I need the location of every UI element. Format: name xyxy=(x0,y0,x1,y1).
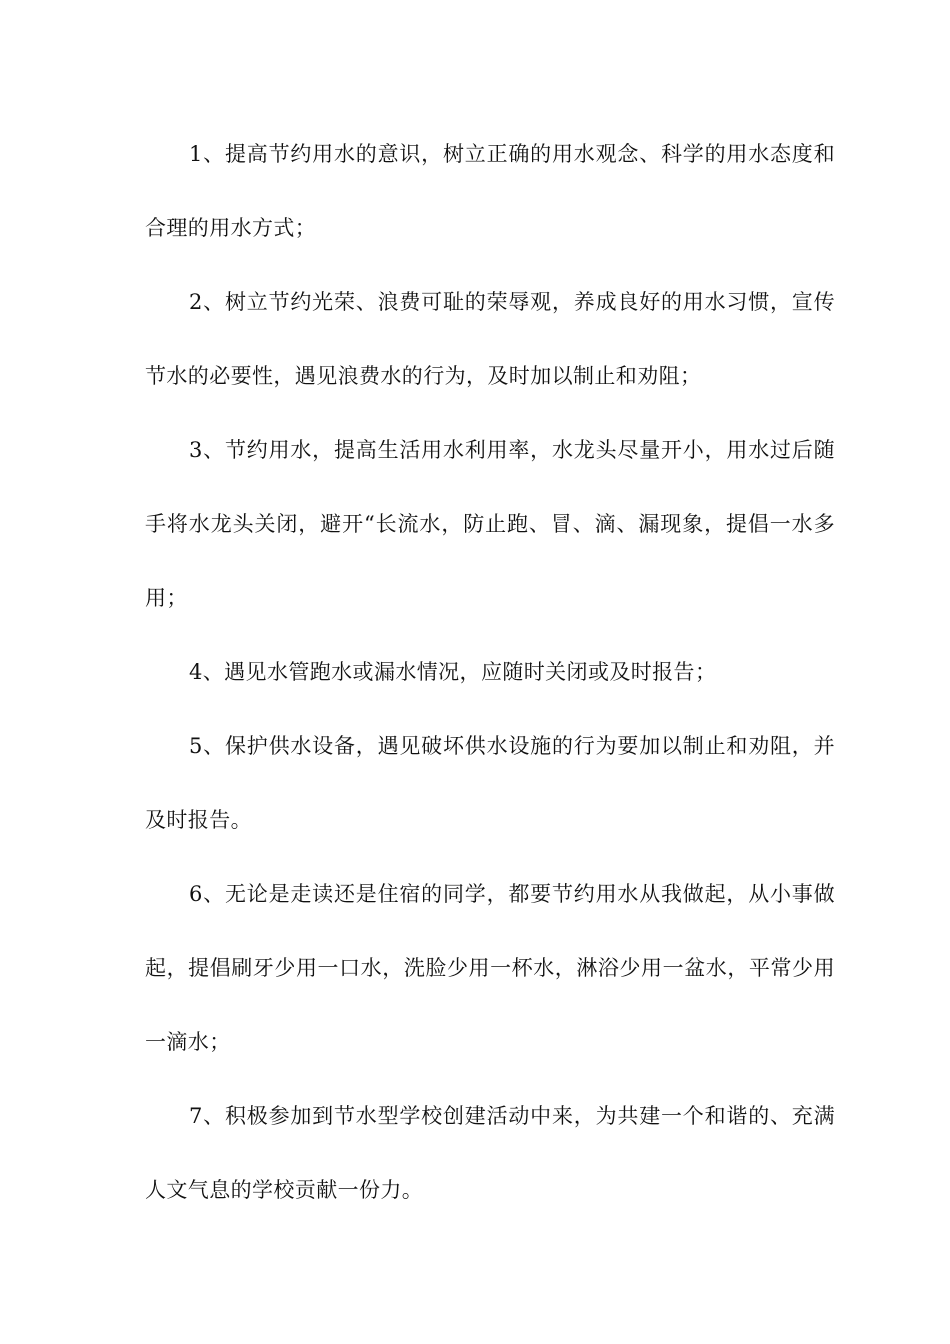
document-body xyxy=(145,117,835,1227)
paragraph-item-5: 5、保护供水设备，遇见破坏供水设施的行为要加以制止和劝阻，并及时报告。 xyxy=(145,734,835,832)
paragraph-item-2: 2、树立节约光荣、浪费可耻的荣辱观，养成良好的用水习惯，宣传节水的必要性，遇见浪费水的行为，及时加以制止和劝阻； xyxy=(145,290,835,388)
paragraph-item-4: 4、遇见水管跑水或漏水情况，应随时关闭或及时报告； xyxy=(189,660,717,684)
paragraph-item-6: 6、无论是走读还是住宿的同学，都要节约用水从我做起，从小事做起，提倡刷牙少用一口水，洗脸少用一杯水，淋浴少用一盆水，平常少用一滴水； xyxy=(145,882,835,1054)
paragraph-item-3: 3、节约用水，提高生活用水利用率，水龙头尽量开小，用水过后随手将水龙头关闭，避开“长流水，防止跑、冒、滴、漏现象，提倡一水多用； xyxy=(145,438,835,610)
paragraph-item-1: 1、提高节约用水的意识，树立正确的用水观念、科学的用水态度和合理的用水方式； xyxy=(145,142,835,240)
paragraph-item-7: 7、积极参加到节水型学校创建活动中来，为共建一个和谐的、充满人文气息的学校贡献一份力。 xyxy=(145,1104,835,1202)
